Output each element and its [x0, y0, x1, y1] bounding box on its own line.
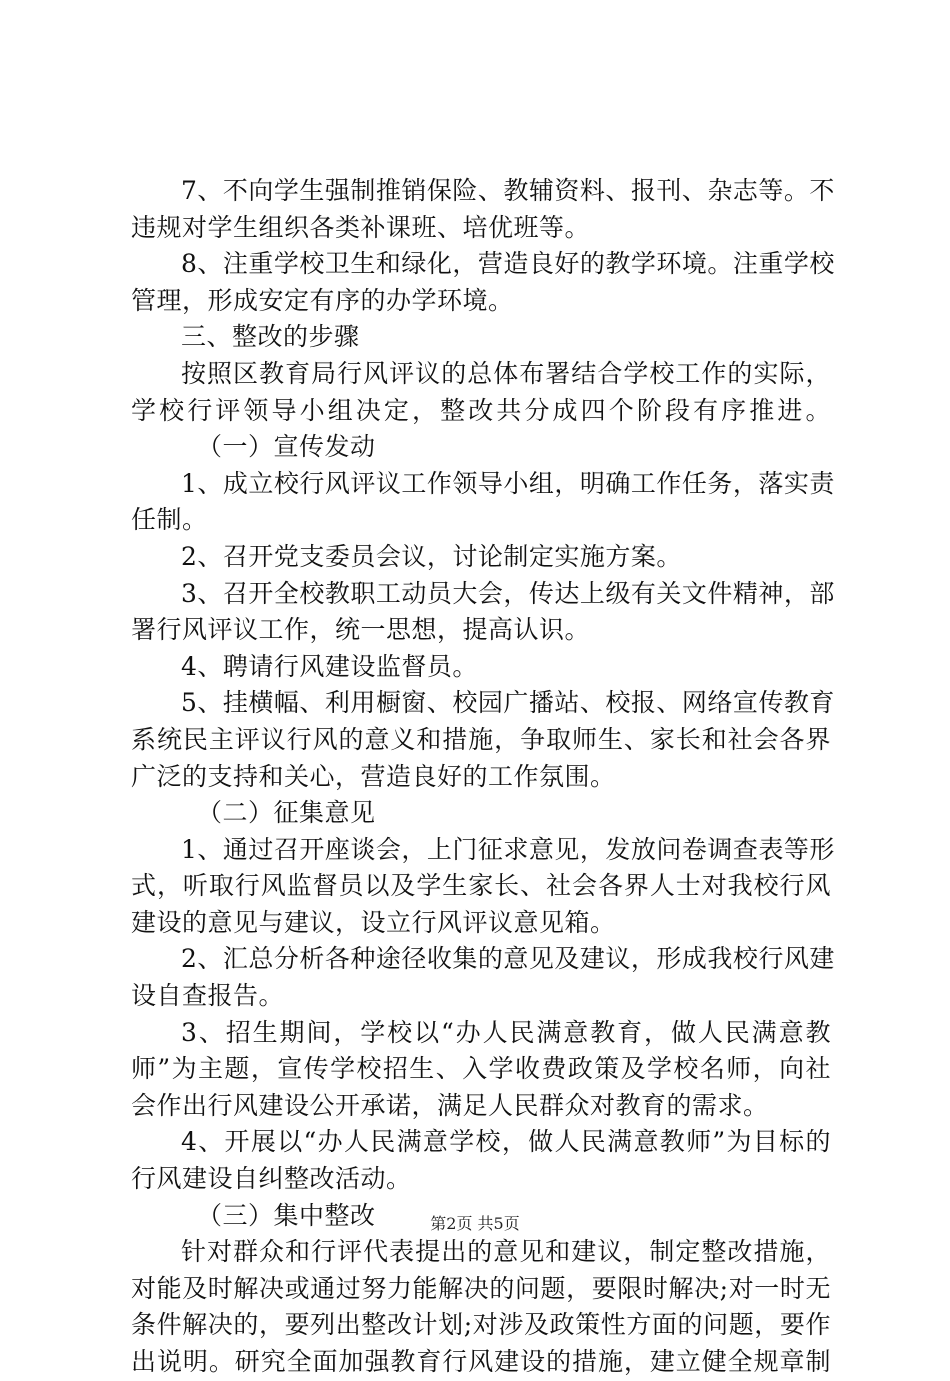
paragraph-line: 条件解决的，要列出整改计划;对涉及政策性方面的问题，要作 [131, 1310, 831, 1340]
paragraph-line: 行风建设自纠整改活动。 [131, 1164, 412, 1194]
paragraph-line: 出说明。研究全面加强教育行风建设的措施，建立健全规章制 [131, 1347, 831, 1376]
paragraph-line: 4、开展以“办人民满意学校，做人民满意教师”为目标的 [181, 1127, 831, 1157]
paragraph-line: 针对群众和行评代表提出的意见和建议，制定整改措施， [181, 1237, 831, 1267]
paragraph-line: 2、汇总分析各种途径收集的意见及建议，形成我校行风建 [181, 944, 835, 974]
subsection-heading: （一）宣传发动 [197, 432, 376, 462]
section-heading: 三、整改的步骤 [181, 322, 360, 352]
paragraph-line: 5、挂横幅、利用橱窗、校园广播站、校报、网络宣传教育 [181, 688, 835, 718]
paragraph-line: 2、召开党支委员会议，讨论制定实施方案。 [181, 541, 682, 571]
paragraph-line: 署行风评议工作，统一思想，提高认识。 [131, 615, 591, 645]
paragraph-line: 1、成立校行风评议工作领导小组，明确工作任务，落实责 [181, 468, 835, 498]
paragraph-line: 学校行评领导小组决定，整改共分成四个阶段有序推进。 [131, 395, 831, 425]
document-body [131, 173, 835, 1381]
page-footer: 第2页 共5页 [430, 1214, 520, 1233]
subsection-heading: （二）征集意见 [197, 798, 376, 828]
paragraph-line: 1、通过召开座谈会，上门征求意见，发放问卷调查表等形 [181, 834, 835, 864]
paragraph-line: 4、聘请行风建设监督员。 [181, 651, 478, 681]
paragraph-line: 8、注重学校卫生和绿化，营造良好的教学环境。注重学校 [181, 249, 835, 279]
paragraph-line: 按照区教育局行风评议的总体布署结合学校工作的实际， [181, 358, 831, 388]
paragraph-line: 任制。 [131, 505, 208, 535]
paragraph-line: 3、招生期间，学校以“办人民满意教育，做人民满意教 [181, 1017, 831, 1047]
subsection-heading: （三）集中整改 [197, 1200, 376, 1230]
paragraph-line: 对能及时解决或通过努力能解决的问题，要限时解决;对一时无 [131, 1273, 831, 1303]
paragraph-line: 设自查报告。 [131, 981, 285, 1011]
paragraph-line: 3、召开全校教职工动员大会，传达上级有关文件精神，部 [181, 578, 835, 608]
paragraph-line: 式，听取行风监督员以及学生家长、社会各界人士对我校行风 [131, 871, 831, 901]
paragraph-line: 管理，形成安定有序的办学环境。 [131, 285, 514, 315]
paragraph-line: 广泛的支持和关心，营造良好的工作氛围。 [131, 761, 616, 791]
paragraph-line: 系统民主评议行风的意义和措施，争取师生、家长和社会各界 [131, 724, 831, 754]
paragraph-line: 师”为主题，宣传学校招生、入学收费政策及学校名师，向社 [131, 1054, 831, 1084]
paragraph-line: 7、不向学生强制推销保险、教辅资料、报刊、杂志等。不 [181, 176, 835, 205]
paragraph-line: 违规对学生组织各类补课班、培优班等。 [131, 212, 591, 242]
paragraph-line: 建设的意见与建议，设立行风评议意见箱。 [131, 907, 616, 937]
paragraph-line: 会作出行风建设公开承诺，满足人民群众对教育的需求。 [131, 1090, 769, 1120]
